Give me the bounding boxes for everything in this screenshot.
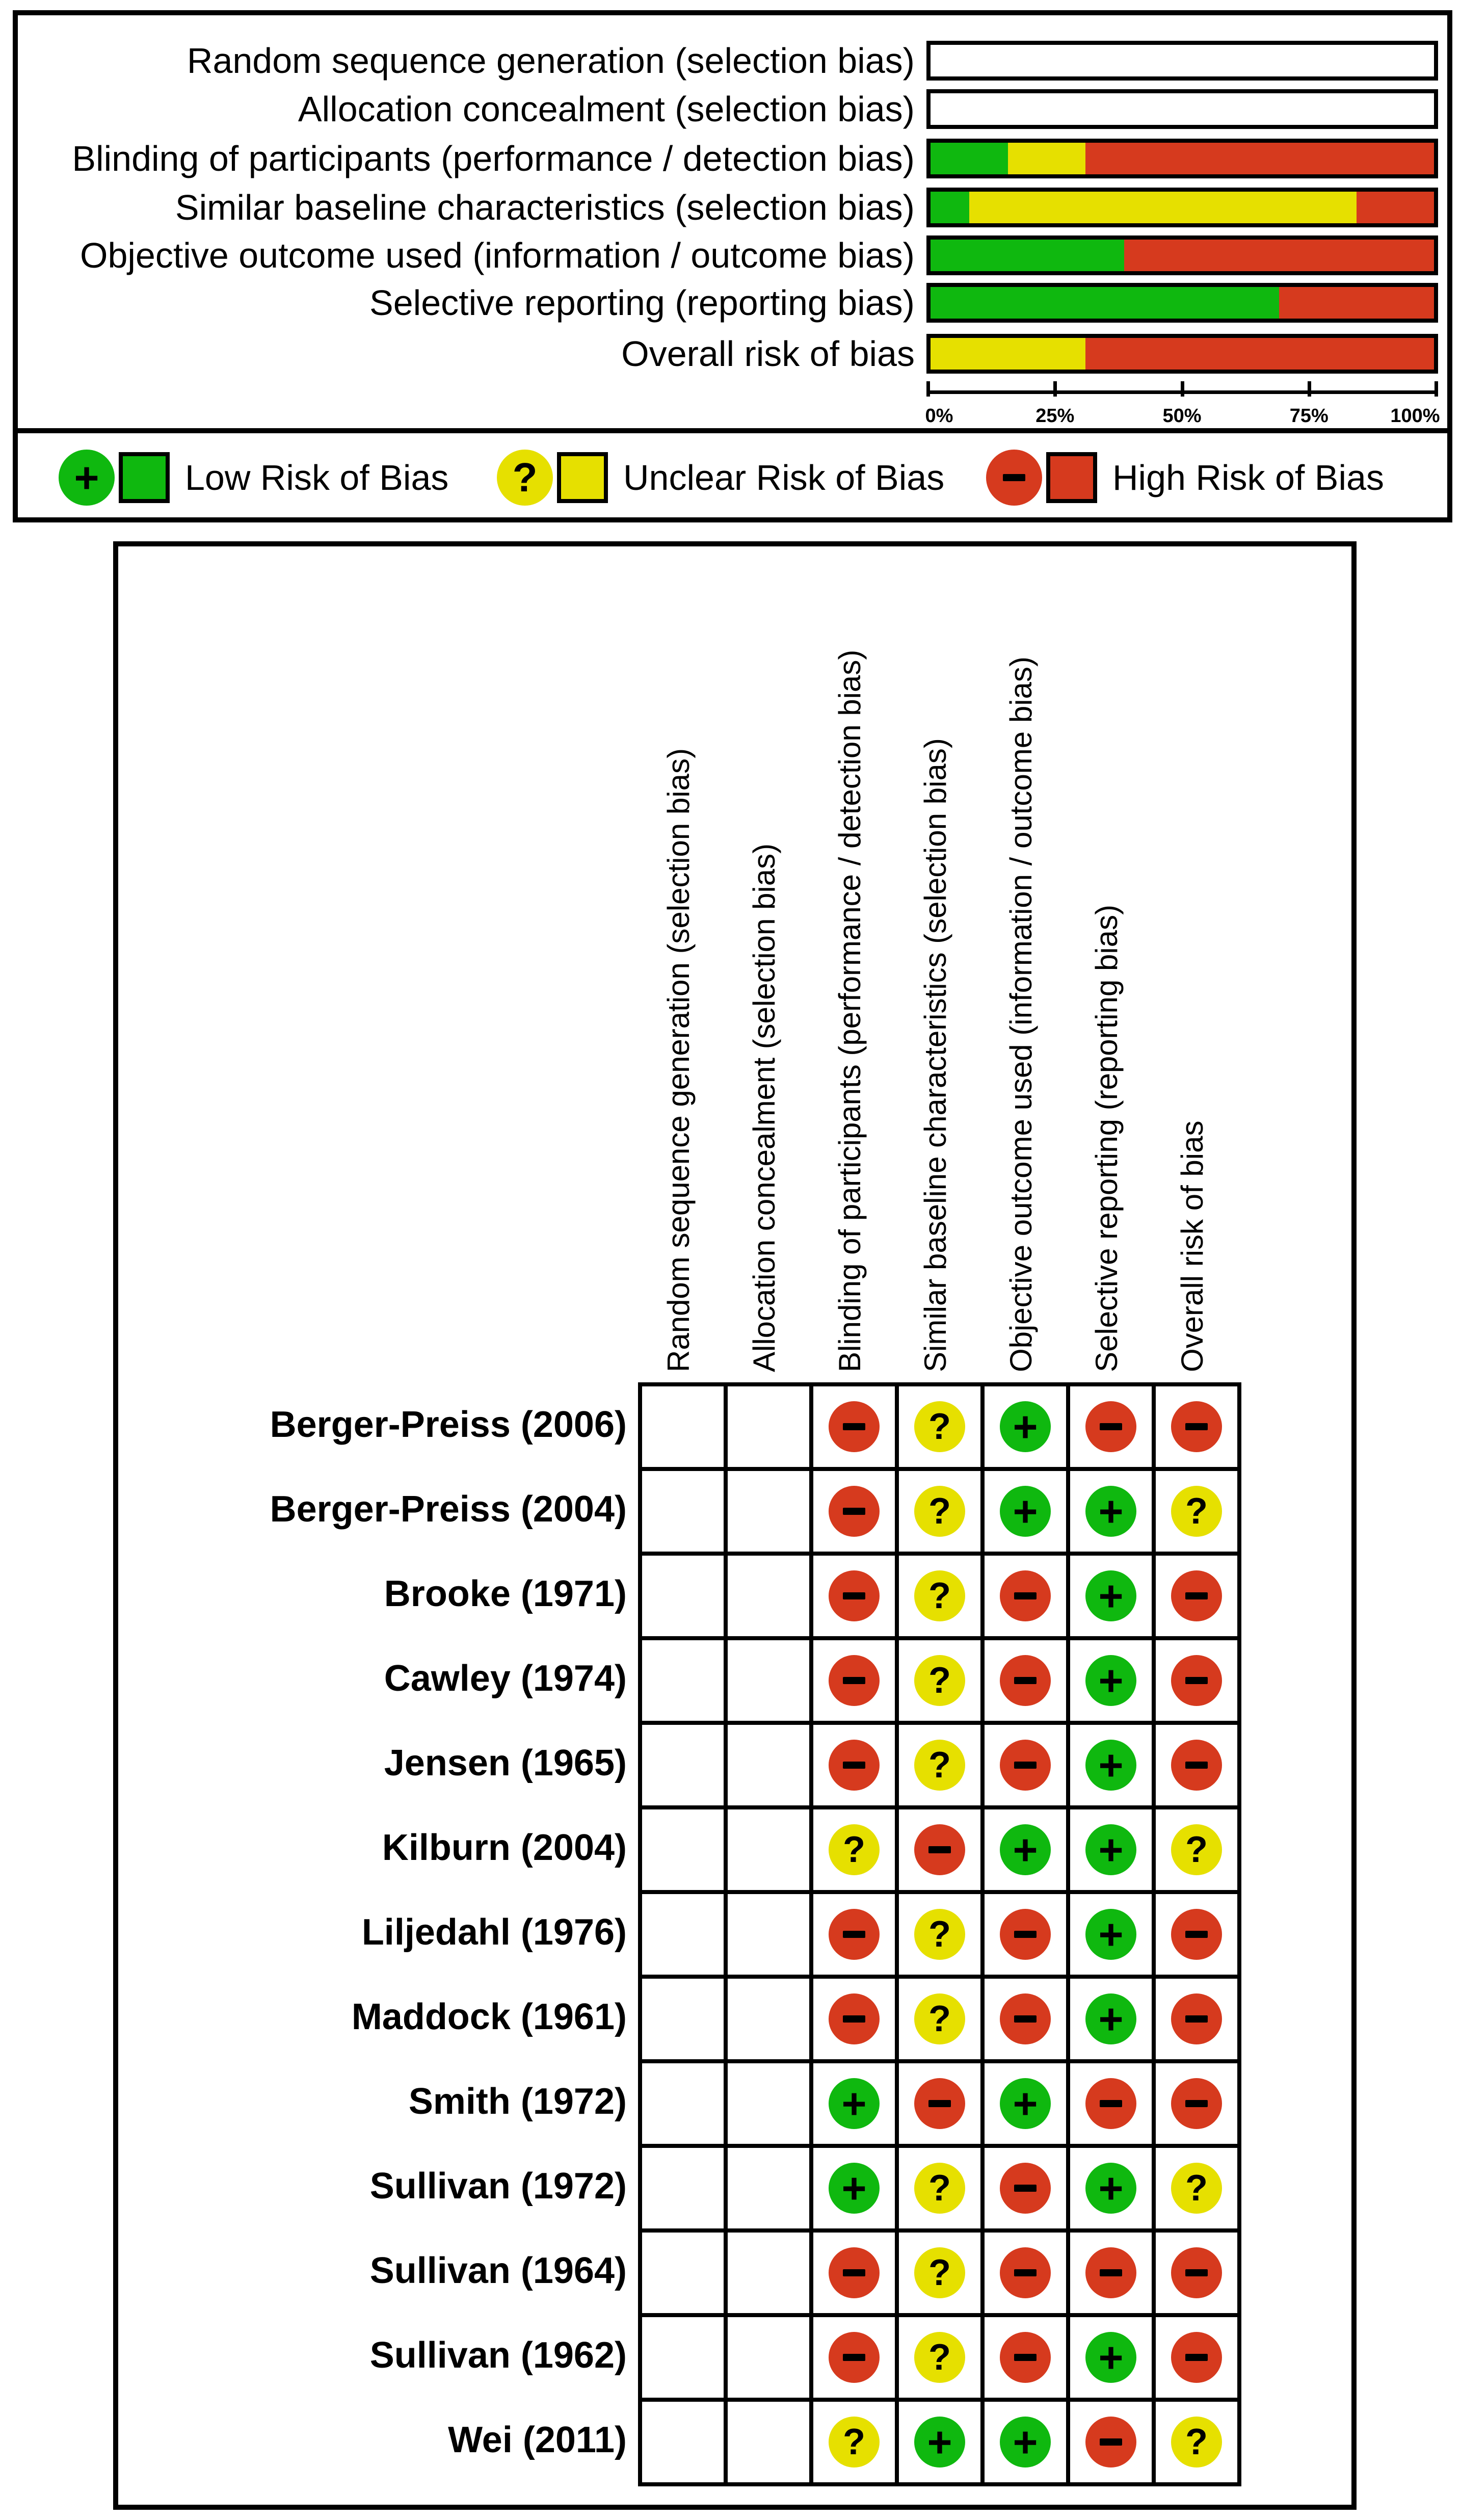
question-icon: ? xyxy=(914,1570,965,1621)
minus-glyph xyxy=(843,1677,865,1684)
table-cell xyxy=(724,1467,813,1556)
table-cell xyxy=(724,2144,813,2233)
column-header: Allocation concealment (selection bias) xyxy=(747,843,781,1372)
minus-icon xyxy=(1000,1570,1051,1621)
table-cell xyxy=(1152,1636,1241,1725)
plus-icon: + xyxy=(1085,1486,1136,1537)
plus-icon: + xyxy=(1085,1993,1136,2044)
table-cell xyxy=(638,1805,728,1894)
table-cell xyxy=(980,1975,1070,2063)
minus-glyph xyxy=(928,2100,951,2107)
table-cell xyxy=(638,1721,728,1809)
study-name: Kilburn (2004) xyxy=(382,1827,627,1868)
table-cell xyxy=(638,2313,728,2402)
minus-glyph xyxy=(843,2269,865,2276)
summary-row-label: Random sequence generation (selection bias) xyxy=(187,41,915,81)
minus-glyph xyxy=(1014,1677,1037,1684)
question-icon: ? xyxy=(914,1740,965,1791)
table-cell xyxy=(638,1382,728,1471)
plus-icon: + xyxy=(1000,1824,1051,1875)
minus-glyph xyxy=(1100,1423,1122,1430)
minus-icon xyxy=(1000,1655,1051,1706)
plus-icon: + xyxy=(829,2163,880,2214)
table-cell xyxy=(809,1467,899,1556)
question-icon: ? xyxy=(829,2417,880,2468)
minus-icon xyxy=(829,1401,880,1452)
table-cell xyxy=(724,1890,813,1979)
minus-glyph xyxy=(1100,2269,1122,2276)
minus-icon xyxy=(1000,1993,1051,2044)
minus-glyph xyxy=(1100,2438,1122,2446)
minus-glyph xyxy=(1185,2354,1208,2361)
x-tick-label: 50% xyxy=(1162,405,1202,427)
minus-glyph xyxy=(1185,1931,1208,1938)
table-cell xyxy=(895,1975,985,2063)
study-name: Maddock (1961) xyxy=(351,1997,627,2037)
table-cell xyxy=(809,1636,899,1725)
plus-icon: + xyxy=(1085,1740,1136,1791)
table-cell xyxy=(809,1552,899,1640)
minus-icon xyxy=(914,2078,965,2129)
plus-icon: + xyxy=(1085,1909,1136,1960)
question-icon: ? xyxy=(1171,1824,1222,1875)
question-icon: ? xyxy=(1171,1486,1222,1537)
minus-icon xyxy=(829,1655,880,1706)
table-cell xyxy=(724,1805,813,1894)
table-cell xyxy=(1066,2313,1156,2402)
study-name: Sullivan (1972) xyxy=(369,2166,627,2207)
legend-label: High Risk of Bias xyxy=(1112,458,1384,497)
minus-glyph xyxy=(928,1846,951,1853)
table-cell xyxy=(638,2228,728,2317)
table-cell xyxy=(895,2398,985,2486)
table-cell xyxy=(1152,2398,1241,2486)
question-icon: ? xyxy=(1171,2163,1222,2214)
minus-icon xyxy=(1000,2247,1051,2298)
minus-icon xyxy=(1171,1993,1222,2044)
minus-glyph xyxy=(843,1762,865,1769)
table-cell xyxy=(895,1721,985,1809)
table-cell xyxy=(895,1890,985,1979)
study-name: Berger-Preiss (2006) xyxy=(270,1404,627,1445)
minus-icon xyxy=(1000,1909,1051,1960)
table-cell xyxy=(1152,1467,1241,1556)
table-cell xyxy=(1066,2398,1156,2486)
plus-icon: + xyxy=(829,2078,880,2129)
table-cell xyxy=(980,1552,1070,1640)
table-cell xyxy=(809,2313,899,2402)
summary-row-label: Blinding of participants (performance / detection bias) xyxy=(72,139,915,178)
minus-icon xyxy=(1000,2332,1051,2383)
plus-icon: + xyxy=(1085,2163,1136,2214)
table-cell xyxy=(724,2228,813,2317)
study-name: Liljedahl (1976) xyxy=(361,1912,627,1953)
legend-label: Low Risk of Bias xyxy=(185,458,449,497)
minus-glyph xyxy=(1100,2100,1122,2107)
question-icon: ? xyxy=(914,2163,965,2214)
question-icon: ? xyxy=(497,450,553,506)
minus-glyph xyxy=(1014,2185,1037,2192)
column-header: Random sequence generation (selection bias) xyxy=(661,748,696,1372)
table-cell xyxy=(638,1467,728,1556)
minus-icon xyxy=(1171,1401,1222,1452)
table-cell xyxy=(724,1721,813,1809)
table-cell xyxy=(1152,1805,1241,1894)
table-cell xyxy=(980,2313,1070,2402)
table-cell xyxy=(895,1382,985,1471)
table-cell xyxy=(724,2313,813,2402)
table-cell xyxy=(809,1721,899,1809)
table-cell xyxy=(724,1636,813,1725)
table-cell xyxy=(1066,1890,1156,1979)
minus-glyph xyxy=(1185,2100,1208,2107)
table-cell xyxy=(895,1805,985,1894)
question-icon: ? xyxy=(914,2332,965,2383)
minus-icon xyxy=(829,2247,880,2298)
minus-glyph xyxy=(1185,1592,1208,1599)
table-cell xyxy=(638,1890,728,1979)
minus-glyph xyxy=(1014,2269,1037,2276)
minus-glyph xyxy=(1014,2354,1037,2361)
plus-icon: + xyxy=(1000,2078,1051,2129)
question-icon: ? xyxy=(914,2247,965,2298)
table-cell xyxy=(638,2059,728,2148)
column-header: Objective outcome used (information / outcome bias) xyxy=(1004,657,1038,1372)
table-cell xyxy=(809,1805,899,1894)
table-cell xyxy=(1152,2144,1241,2233)
minus-glyph xyxy=(843,1931,865,1938)
table-cell xyxy=(724,1552,813,1640)
minus-glyph xyxy=(843,1423,865,1430)
table-cell xyxy=(809,2144,899,2233)
table-cell xyxy=(809,2398,899,2486)
question-icon: ? xyxy=(914,1993,965,2044)
minus-icon xyxy=(1171,2078,1222,2129)
table-cell xyxy=(1152,2228,1241,2317)
table-cell xyxy=(895,1636,985,1725)
table-cell xyxy=(1152,1721,1241,1809)
table-cell xyxy=(724,1382,813,1471)
minus-glyph xyxy=(1185,1762,1208,1769)
study-name: Sullivan (1962) xyxy=(369,2335,627,2376)
minus-icon xyxy=(1000,2163,1051,2214)
summary-row-label: Objective outcome used (information / outcome bias) xyxy=(80,235,915,275)
column-header: Selective reporting (reporting bias) xyxy=(1090,904,1124,1372)
table-cell xyxy=(1152,2059,1241,2148)
study-name: Wei (2011) xyxy=(448,2420,627,2460)
minus-icon xyxy=(829,1570,880,1621)
table-cell xyxy=(895,1467,985,1556)
table-cell xyxy=(980,1805,1070,1894)
plus-icon: + xyxy=(59,450,115,506)
plus-icon: + xyxy=(1000,1401,1051,1452)
table-cell xyxy=(1066,1467,1156,1556)
table-cell xyxy=(895,2059,985,2148)
table-cell xyxy=(980,2059,1070,2148)
minus-icon xyxy=(1171,1655,1222,1706)
question-icon: ? xyxy=(914,1655,965,1706)
study-name: Brooke (1971) xyxy=(384,1573,627,1614)
table-cell xyxy=(809,1382,899,1471)
table-cell xyxy=(1066,2144,1156,2233)
minus-icon xyxy=(829,2332,880,2383)
table-cell xyxy=(895,2228,985,2317)
study-name: Cawley (1974) xyxy=(384,1658,627,1699)
table-cell xyxy=(980,1721,1070,1809)
table-cell xyxy=(809,2228,899,2317)
study-name: Jensen (1965) xyxy=(384,1743,627,1783)
table-cell xyxy=(980,2144,1070,2233)
study-name: Sullivan (1964) xyxy=(369,2250,627,2291)
plus-icon: + xyxy=(1085,1655,1136,1706)
minus-glyph xyxy=(843,1508,865,1515)
table-cell xyxy=(638,1552,728,1640)
study-name: Berger-Preiss (2004) xyxy=(270,1489,627,1530)
table-cell xyxy=(1066,1721,1156,1809)
x-tick-label: 75% xyxy=(1289,405,1329,427)
minus-icon xyxy=(1085,1401,1136,1452)
question-icon: ? xyxy=(914,1401,965,1452)
minus-icon xyxy=(1085,2417,1136,2468)
plus-icon: + xyxy=(914,2417,965,2468)
study-name: Smith (1972) xyxy=(408,2081,627,2122)
minus-glyph xyxy=(843,1592,865,1599)
minus-icon xyxy=(1171,2247,1222,2298)
minus-icon xyxy=(1000,1740,1051,1791)
table-cell xyxy=(1152,1552,1241,1640)
plus-icon: + xyxy=(1085,1824,1136,1875)
table-cell xyxy=(1066,1636,1156,1725)
table-cell xyxy=(638,1636,728,1725)
minus-icon xyxy=(829,1740,880,1791)
table-cell xyxy=(1066,2059,1156,2148)
minus-icon xyxy=(914,1824,965,1875)
plus-icon: + xyxy=(1000,1486,1051,1537)
minus-icon xyxy=(1085,2247,1136,2298)
minus-glyph xyxy=(843,2354,865,2361)
table-cell xyxy=(980,2398,1070,2486)
minus-icon xyxy=(829,1486,880,1537)
table-cell xyxy=(1066,1805,1156,1894)
minus-icon xyxy=(1171,1570,1222,1621)
table-cell xyxy=(1066,1552,1156,1640)
table-cell xyxy=(895,2313,985,2402)
table-cell xyxy=(809,1890,899,1979)
legend-label: Unclear Risk of Bias xyxy=(623,458,945,497)
column-header: Similar baseline characteristics (selection bias) xyxy=(918,738,952,1372)
table-cell xyxy=(980,1890,1070,1979)
table-cell xyxy=(638,2144,728,2233)
minus-icon xyxy=(1171,1740,1222,1791)
table-cell xyxy=(895,2144,985,2233)
minus-glyph xyxy=(1014,1762,1037,1769)
minus-glyph xyxy=(1185,2015,1208,2023)
question-icon: ? xyxy=(914,1486,965,1537)
minus-glyph xyxy=(1014,1931,1037,1938)
minus-glyph xyxy=(1185,1677,1208,1684)
table-cell xyxy=(980,1467,1070,1556)
minus-icon xyxy=(1085,2078,1136,2129)
summary-row-label: Similar baseline characteristics (selection bias) xyxy=(175,188,915,227)
summary-row-label: Overall risk of bias xyxy=(621,334,915,374)
minus-glyph xyxy=(843,2015,865,2023)
summary-row-label: Selective reporting (reporting bias) xyxy=(369,283,915,323)
x-tick-label: 0% xyxy=(925,405,953,427)
table-cell xyxy=(980,1636,1070,1725)
x-tick-label: 25% xyxy=(1035,405,1075,427)
table-cell xyxy=(1152,2313,1241,2402)
plus-icon: + xyxy=(1000,2417,1051,2468)
question-icon: ? xyxy=(914,1909,965,1960)
minus-icon xyxy=(829,1909,880,1960)
plus-icon: + xyxy=(1085,1570,1136,1621)
table-cell xyxy=(1152,1975,1241,2063)
table-cell xyxy=(724,1975,813,2063)
table-cell xyxy=(724,2059,813,2148)
column-header: Overall risk of bias xyxy=(1175,1120,1209,1372)
table-cell xyxy=(980,2228,1070,2317)
table-cell xyxy=(809,1975,899,2063)
table-cell xyxy=(895,1552,985,1640)
table-cell xyxy=(1066,1975,1156,2063)
minus-icon xyxy=(1171,2332,1222,2383)
minus-icon xyxy=(1171,1909,1222,1960)
table-cell xyxy=(1152,1382,1241,1471)
column-header: Blinding of participants (performance / detection bias) xyxy=(833,649,867,1372)
table-cell xyxy=(809,2059,899,2148)
minus-glyph xyxy=(1185,2269,1208,2276)
minus-glyph xyxy=(1014,2015,1037,2023)
question-icon: ? xyxy=(829,1824,880,1875)
plus-icon: + xyxy=(1085,2332,1136,2383)
minus-icon xyxy=(829,1993,880,2044)
minus-glyph xyxy=(1185,1423,1208,1430)
table-cell xyxy=(1152,1890,1241,1979)
x-tick-label: 100% xyxy=(1390,405,1440,427)
table-cell xyxy=(638,1975,728,2063)
summary-row-label: Allocation concealment (selection bias) xyxy=(298,89,915,129)
table-cell xyxy=(1066,2228,1156,2317)
table-cell xyxy=(724,2398,813,2486)
question-icon: ? xyxy=(1171,2417,1222,2468)
table-cell xyxy=(980,1382,1070,1471)
table-cell xyxy=(1066,1382,1156,1471)
minus-glyph xyxy=(1014,1592,1037,1599)
table-cell xyxy=(638,2398,728,2486)
